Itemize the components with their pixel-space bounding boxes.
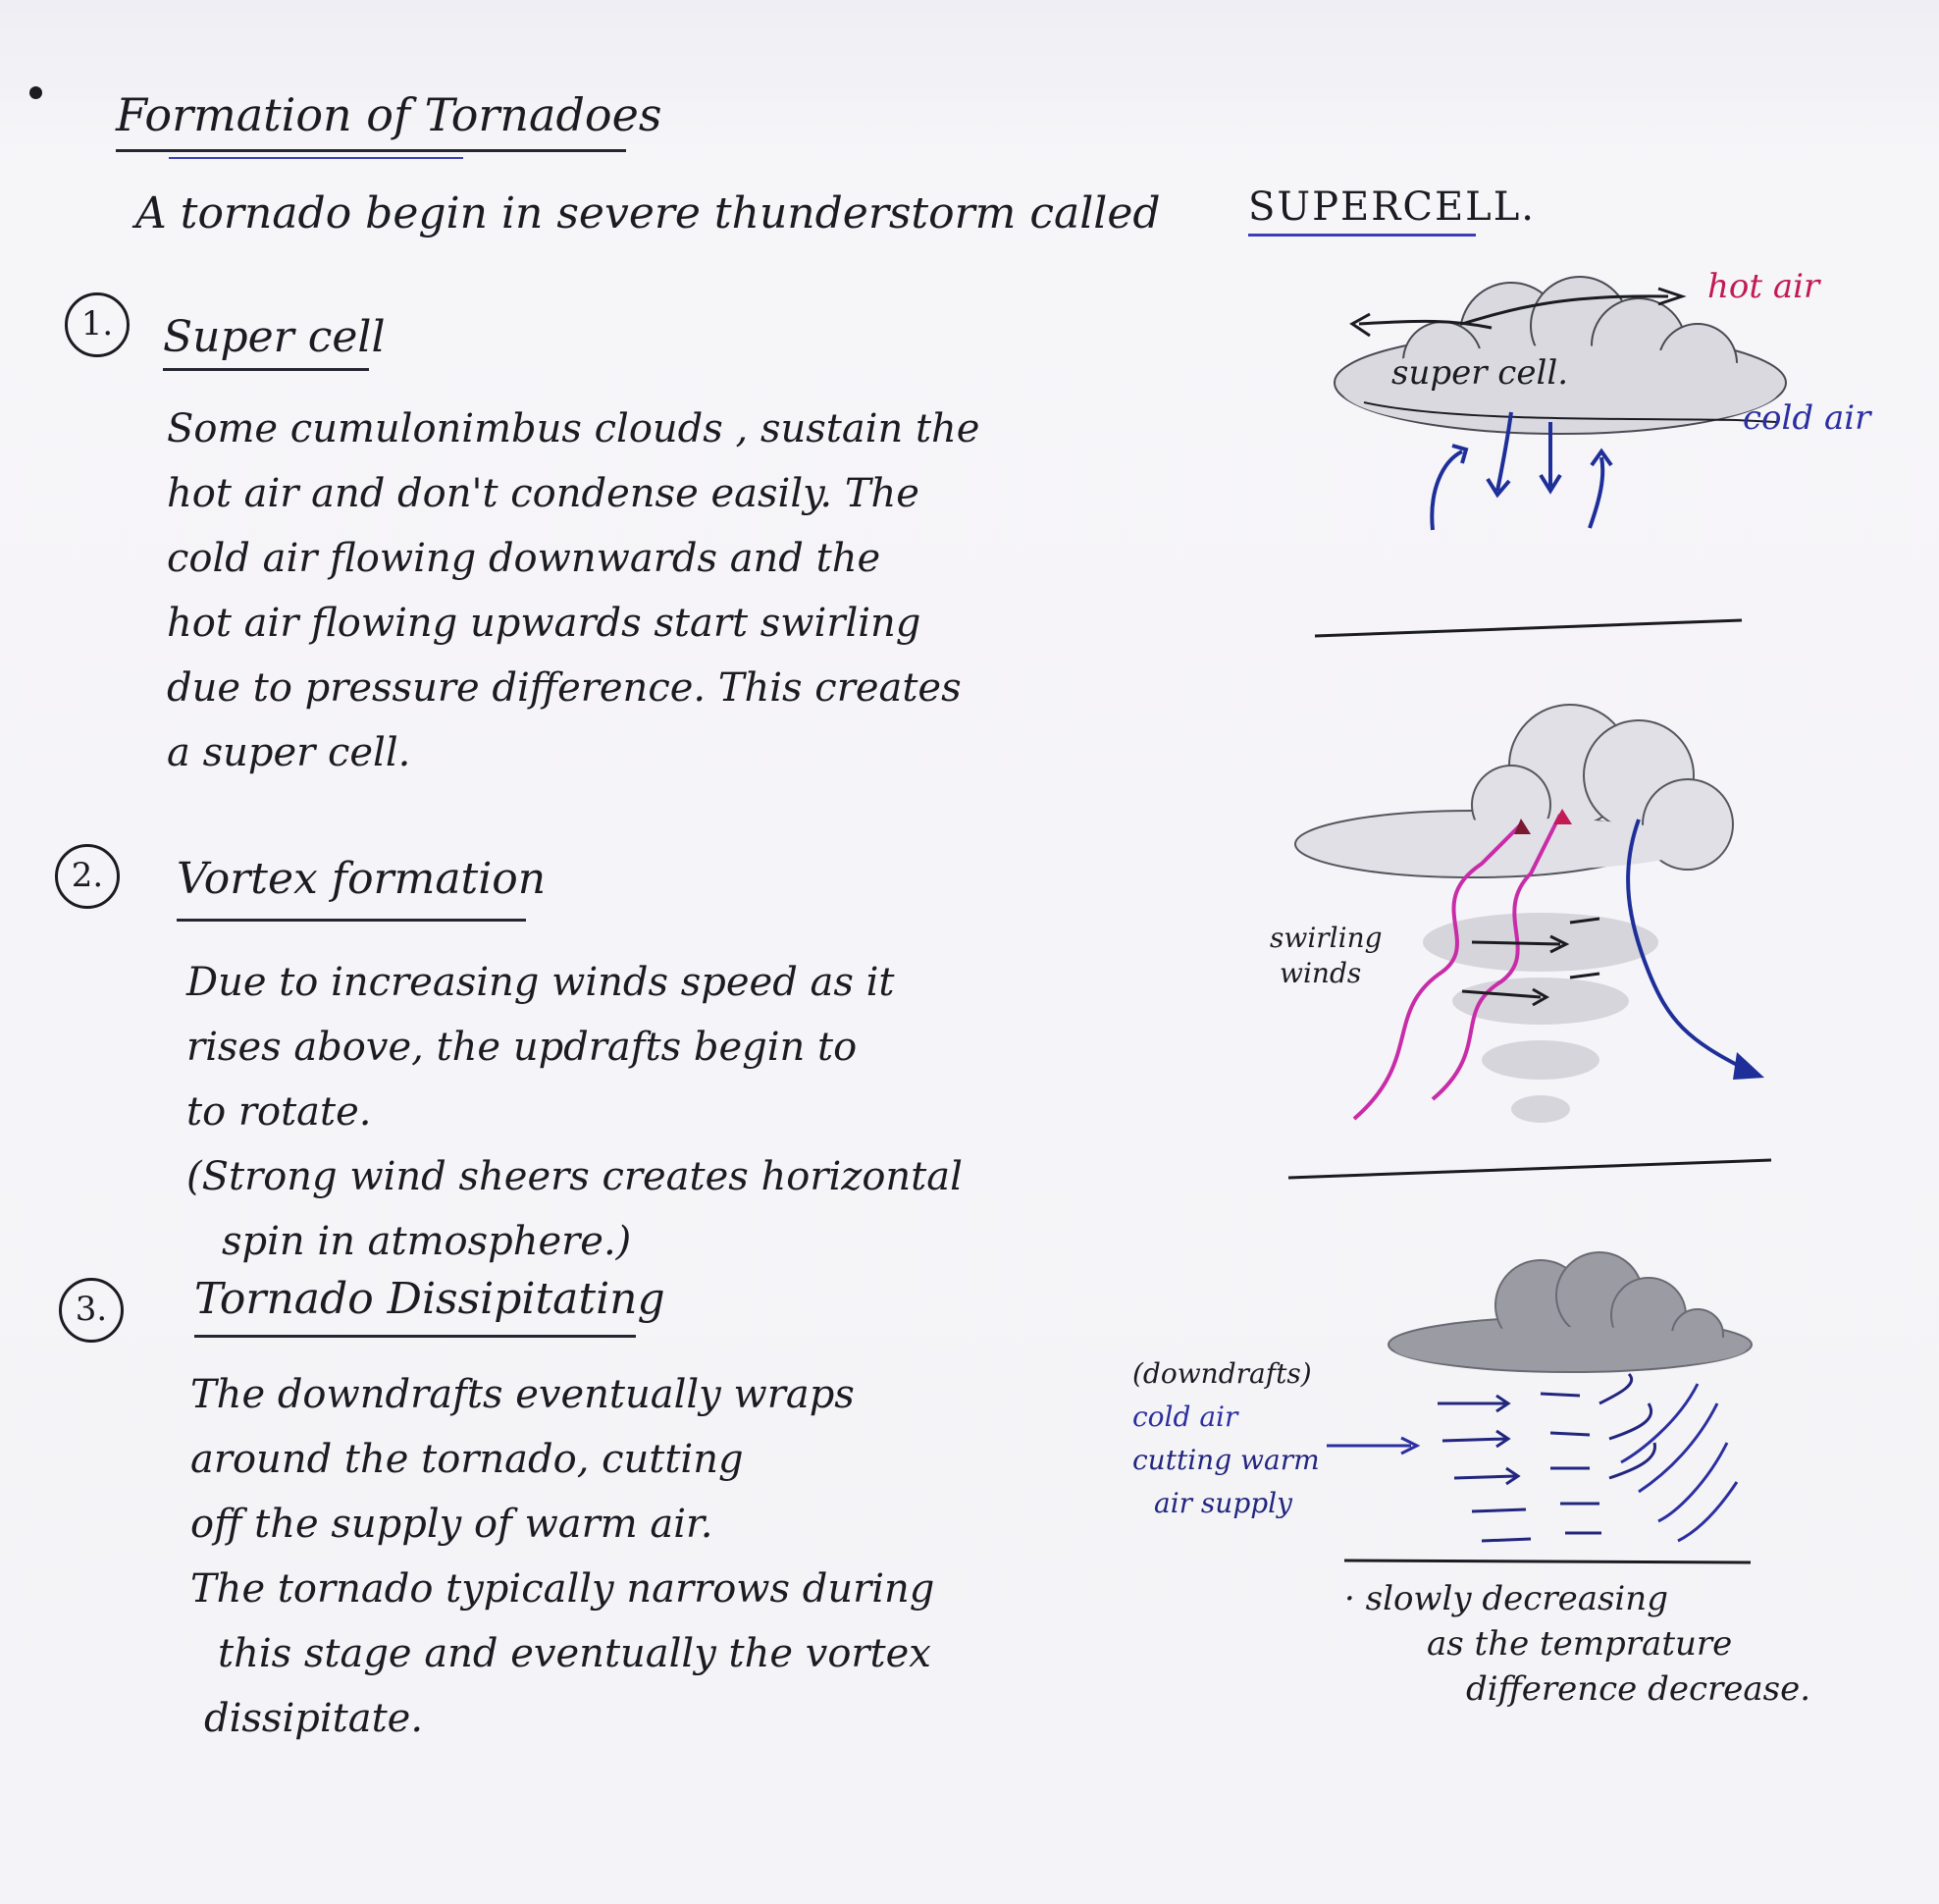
section-heading-supercell: Super cell: [163, 312, 386, 362]
narrowing-vortex-arrows: [1438, 1374, 1655, 1541]
cold-air-pointer-arrow: [1325, 1431, 1423, 1460]
intro-end: .: [1521, 185, 1536, 230]
ground-line-3: [1344, 1560, 1751, 1562]
downdraft-arrowhead: [1733, 1052, 1764, 1080]
swirl-arrow-1: [1472, 942, 1560, 944]
page-title: Formation of Tornadoes: [116, 88, 662, 141]
downdraft-cutting-arrows: [1621, 1384, 1737, 1541]
section-body-1: [167, 397, 979, 785]
swirling-winds-label: [1270, 921, 1383, 991]
note-line: · slowly decreasing: [1344, 1579, 1668, 1618]
section-heading-vortex: Vortex formation: [177, 854, 547, 904]
updraft-arrow-right: [1590, 457, 1602, 528]
body-line: rises above, the updrafts begin to: [186, 1025, 858, 1070]
ground-line-2: [1288, 1160, 1771, 1178]
note-line: difference decrease.: [1466, 1669, 1811, 1709]
section-heading-underline-2: [177, 919, 526, 922]
note-line: as the temprature: [1427, 1624, 1733, 1664]
downdrafts-label-line: cold air: [1132, 1401, 1238, 1433]
body-line: The downdrafts eventually wraps: [190, 1372, 855, 1417]
dissipating-note: [1344, 1576, 1810, 1712]
section-heading-dissipating: Tornado Dissipitating: [194, 1274, 665, 1324]
body-line: a super cell.: [167, 730, 411, 775]
intro-keyword-text: SUPERCELL: [1248, 185, 1522, 230]
section-body-3: [190, 1362, 934, 1751]
hot-air-label: hot air: [1707, 267, 1820, 306]
intro-sentence: [135, 188, 1161, 238]
body-line: spin in atmosphere.): [222, 1219, 632, 1264]
section-number-2: 2.: [55, 844, 120, 909]
swirling-label-line: winds: [1280, 957, 1362, 989]
dissipating-diagram: [1344, 1246, 1756, 1600]
title-underline-highlight: [169, 157, 463, 159]
intro-text: A tornado begin in severe thunderstorm called: [135, 188, 1161, 238]
swirl-arrow-4: [1570, 974, 1599, 978]
bullet-point: [29, 86, 42, 99]
intro-keyword: [1248, 185, 1536, 230]
supercell-cloud-label: super cell.: [1391, 353, 1569, 393]
swirling-label-line: swirling: [1270, 922, 1383, 954]
supercell-diagram: [1305, 255, 1894, 648]
ground-line-1: [1315, 620, 1742, 636]
vortex-cloud: [1295, 705, 1733, 877]
body-line: hot air flowing upwards start swirling: [167, 601, 921, 646]
downdrafts-label-line: (downdrafts): [1132, 1357, 1312, 1390]
body-line: around the tornado, cutting: [190, 1437, 744, 1482]
body-line: The tornado typically narrows during: [190, 1566, 935, 1612]
body-line: dissipitate.: [204, 1696, 424, 1741]
section-body-2: [186, 950, 963, 1274]
body-line: off the supply of warm air.: [190, 1502, 713, 1547]
section-heading-underline-3: [194, 1335, 636, 1338]
body-line: (Strong wind sheers creates horizontal: [186, 1154, 963, 1199]
downdrafts-label-line: air supply: [1154, 1487, 1292, 1519]
section-number-1: 1.: [65, 292, 130, 357]
supercell-keyword-underline: [1248, 234, 1476, 237]
section-number-3: 3.: [59, 1278, 124, 1343]
downdrafts-label: [1132, 1352, 1320, 1525]
body-line: to rotate.: [186, 1089, 372, 1135]
body-line: hot air and don't condense easily. The: [167, 471, 919, 516]
body-line: cold air flowing downwards and the: [167, 536, 881, 581]
downdrafts-label-line: cutting warm: [1132, 1444, 1320, 1476]
cold-air-label: cold air: [1743, 398, 1871, 438]
section-heading-underline-1: [163, 368, 369, 371]
dissipating-cloud: [1389, 1252, 1752, 1372]
body-line: Due to increasing winds speed as it: [186, 960, 895, 1005]
body-line: due to pressure difference. This creates: [167, 665, 962, 711]
body-line: this stage and eventually the vortex: [218, 1631, 931, 1676]
title-underline: [116, 149, 626, 152]
body-line: Some cumulonimbus clouds , sustain the: [167, 406, 980, 451]
updraft-arrow-left: [1432, 451, 1462, 530]
